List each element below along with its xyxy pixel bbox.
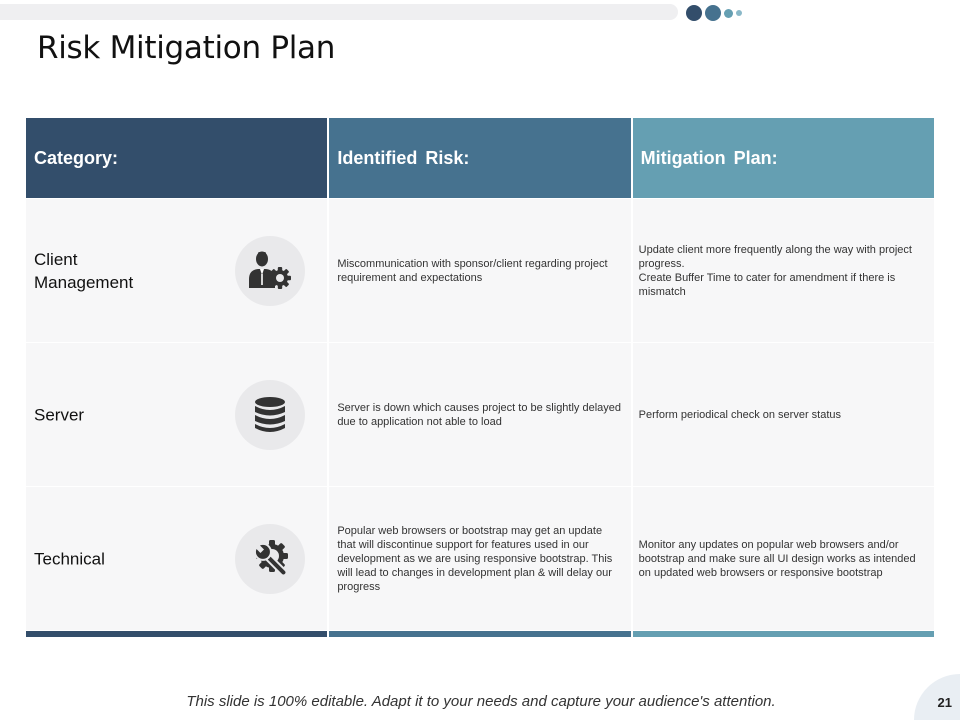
- page-number-label: 21: [937, 695, 952, 710]
- risk-cell: [329, 199, 630, 342]
- header-mitigation-plan: Mitigation Plan:: [633, 118, 934, 198]
- icon-badge: [235, 380, 305, 450]
- footer-note: This slide is 100% editable. Adapt it to your needs and capture your audience's attention.: [186, 693, 776, 710]
- risk-text: Server is down which causes project to be slightly delayed due to application not able to load: [337, 401, 622, 428]
- category-label: Client Management: [34, 249, 134, 292]
- mitigation-text: Monitor any updates on popular web browsers and/or bootstrap and make sure all UI design works as intended on updated web browsers or responsive bootstrap: [638, 538, 916, 579]
- risk-text: Miscommunication with sponsor/client regarding project requirement and expectations: [337, 257, 608, 284]
- mitigation-text: Perform periodical check on server status: [638, 408, 842, 421]
- footer-bar-segment: [633, 631, 934, 637]
- mitigation-cell: [633, 487, 934, 630]
- category-label: Server: [34, 405, 85, 424]
- dot-large-dark: [686, 5, 702, 21]
- table-row: [26, 343, 934, 486]
- dot-small-light: [736, 10, 742, 16]
- risk-text: Popular web browsers or bootstrap may get an update that will discontinue support for features used in our development as we are using responsive bootstrap. This will lead to changes in development plan & will delay our progress: [337, 524, 613, 593]
- mitigation-cell: [633, 199, 934, 342]
- icon-badge: [235, 236, 305, 306]
- footer-bar-segment: [26, 631, 327, 637]
- category-cell: [26, 199, 327, 342]
- decorative-dots: [686, 4, 745, 22]
- table-row: [26, 199, 934, 342]
- risk-cell: [329, 343, 630, 486]
- table-footer-bar: [26, 631, 934, 637]
- user-gear-icon: [245, 248, 295, 294]
- mitigation-text: Update client more frequently along the way with project progress. Create Buffer Time to cater for amendment if there is mismatch: [638, 243, 912, 298]
- dot-small-mid: [724, 9, 733, 18]
- page-number: [914, 674, 960, 720]
- category-cell: [26, 487, 327, 630]
- category-label: Technical: [34, 549, 105, 568]
- wrench-gear-icon: [248, 537, 292, 581]
- footer-bar-segment: [329, 631, 630, 637]
- page-title: Risk Mitigation Plan: [37, 30, 336, 66]
- mitigation-cell: [633, 343, 934, 486]
- top-decorative-bar: [0, 4, 678, 20]
- dot-large-mid: [705, 5, 721, 21]
- table-row: [26, 487, 934, 630]
- database-icon: [253, 396, 287, 434]
- table-header-row: [26, 118, 934, 198]
- icon-badge: [235, 524, 305, 594]
- header-category: Category:: [26, 118, 327, 198]
- category-cell: [26, 343, 327, 486]
- risk-cell: [329, 487, 630, 630]
- risk-table: [26, 118, 934, 637]
- header-identified-risk: Identified Risk:: [329, 118, 630, 198]
